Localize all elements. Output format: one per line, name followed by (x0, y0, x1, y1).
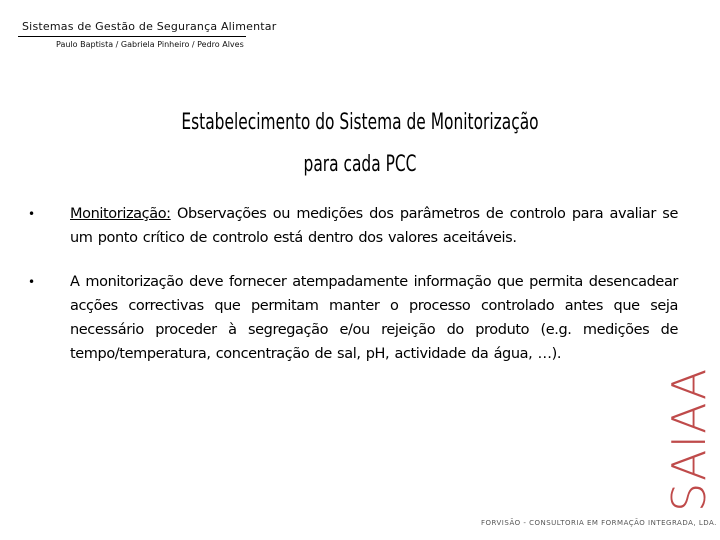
header-title: Sistemas de Gestão de Segurança Alimentar (22, 20, 277, 33)
bullet-term: Monitorização: (70, 206, 171, 222)
header-divider (18, 36, 246, 37)
slide-title-line-1: Estabelecimento do Sistema de Monitorização (181, 110, 539, 135)
footer-company: FORVISÃO - CONSULTORIA EM FORMAÇÃO INTEGRADA, LDA. (481, 519, 717, 527)
bullet-item-monitoring-purpose (28, 270, 678, 366)
saiaa-logo: SAIAA (662, 367, 716, 512)
header-authors: Paulo Baptista / Gabriela Pinheiro / Pedro Alves (56, 40, 244, 49)
bullet-list (28, 202, 678, 386)
bullet-item-monitorizacao (28, 202, 678, 250)
bullet-text (70, 202, 678, 250)
bullet-marker: • (28, 275, 36, 289)
bullet-definition: Observações ou medições dos parâmetros de controlo para avaliar se um ponto crítico de controlo está dentro dos valores aceitáveis. (70, 206, 678, 246)
bullet-marker: • (28, 207, 36, 221)
slide-title-line-2: para cada PCC (303, 152, 417, 177)
slide-title (126, 102, 594, 186)
bullet-text: A monitorização deve fornecer atempadamente informação que permita desencadear acções correctivas que permitam manter o processo controlado antes que seja necessário proceder à segregação e/ou rejeição do produto (e.g. medições de tempo/temperatura, concentração de sal, pH, actividade da água, …). (70, 274, 678, 362)
